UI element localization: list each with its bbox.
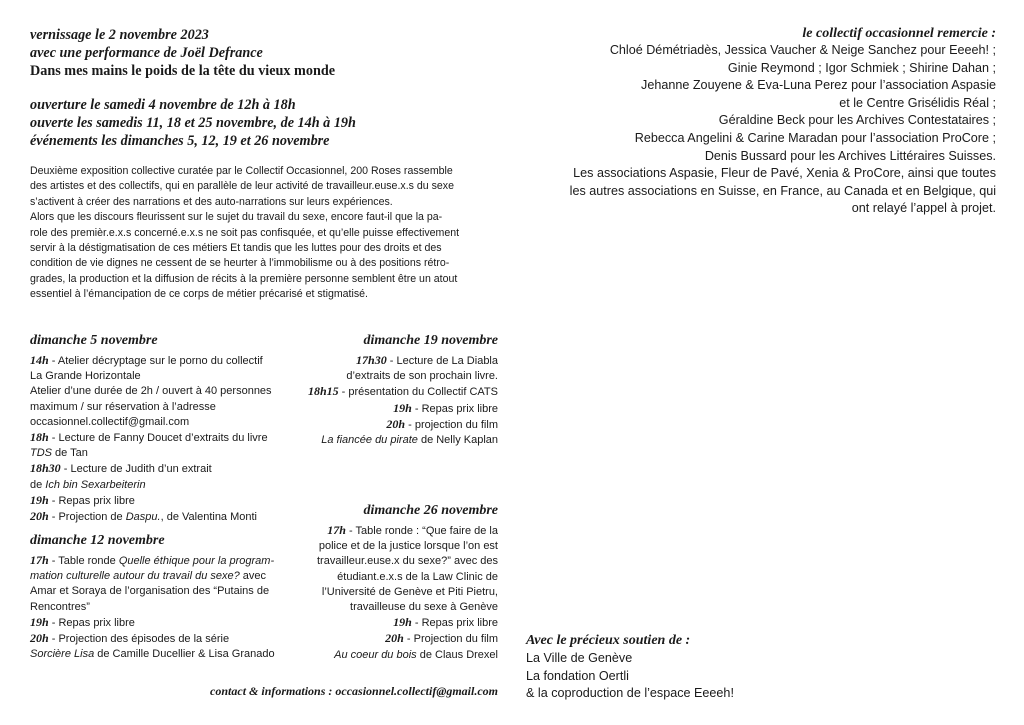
- event-line: [30, 369, 295, 384]
- description-line: Deuxième exposition collective curatée par le Collectif Occasionnel, 200 Roses rassemble: [30, 165, 453, 177]
- event-text: de Tan: [52, 447, 88, 460]
- event-text: - Atelier décryptage sur le porno du collectif: [48, 355, 263, 367]
- event-text: travailleur.euse.x du sexe?” avec des: [317, 555, 498, 568]
- event-text: de Claus Drexel: [416, 648, 498, 661]
- event-list: [268, 353, 498, 448]
- thanks-line: Denis Bussard pour les Archives Littéraires Suisses.: [704, 148, 996, 163]
- event-line: [30, 446, 295, 461]
- event-time: 20h: [30, 509, 49, 524]
- event-time: 19h: [393, 615, 412, 630]
- event-work-title: Au coeur du bois: [334, 648, 417, 661]
- event-work-title: TDS: [30, 447, 52, 460]
- thanks-line: Géraldine Beck pour les Archives Contestataires ;: [718, 113, 996, 128]
- event-text: Atelier d’une durée de 2h / ouvert à 40 personnes: [30, 385, 272, 398]
- event-line: [30, 430, 295, 446]
- event-text: Amar et Soraya de l’organisation des “Putains de: [30, 585, 270, 598]
- event-time: 14h: [30, 353, 49, 367]
- event-text: - Table ronde: [48, 555, 119, 567]
- event-text: - projection du film: [405, 418, 498, 431]
- event-time: 18h30: [30, 461, 61, 476]
- event-line: [268, 585, 498, 600]
- description-line: des artistes et des collectifs, qui en parallèle de leur activité de travailleur.euse.x.s du sexe: [30, 180, 454, 193]
- event-text: - Projection du film: [403, 633, 498, 646]
- event-work-title: Quelle éthique pour la program-: [118, 555, 275, 567]
- event-text: étudiant.e.x.s de la Law Clinic de: [337, 570, 498, 583]
- event-line: [268, 369, 498, 384]
- day-title: dimanche 19 novembre: [363, 333, 498, 348]
- contact-line: contact & informations : occasionnel.collectif@gmail.com: [210, 684, 498, 698]
- thanks-line: les autres associations en Suisse, en France, au Canada et en Belgique, qui: [569, 183, 996, 198]
- event-text: - Repas prix libre: [48, 616, 135, 629]
- supporter: & la coproduction de l’espace Eeeeh!: [526, 686, 734, 701]
- event-text: - Lecture de Judith d’un extrait: [60, 463, 212, 476]
- event-line: [30, 493, 295, 509]
- event-text: - Table ronde : “Que faire de la: [345, 525, 498, 537]
- opening-line: événements les dimanches 5, 12, 19 et 26 novembre: [30, 133, 330, 149]
- description-line: s’activent à créer des narrations et des auto-narrations sur leurs expériences.: [30, 195, 393, 208]
- event-line: [268, 631, 498, 647]
- opening-line: ouverture le samedi 4 novembre de 12h à 18h: [30, 97, 296, 113]
- event-line: [30, 553, 295, 569]
- event-work-title: Ich bin Sexarbeiterin: [45, 478, 146, 491]
- event-text: l’Université de Genève et Piti Pietru,: [321, 585, 498, 598]
- event-text: - Repas prix libre: [48, 494, 135, 507]
- event-work-title: Sorcière Lisa: [30, 648, 95, 661]
- event-line: [30, 631, 295, 647]
- event-line: [268, 401, 498, 417]
- thanks-line: Ginie Reymond ; Igor Schmiek ; Shirine Dahan ;: [727, 60, 996, 75]
- program-day-nov26: [268, 502, 498, 663]
- event-line: [30, 415, 295, 430]
- event-list: [268, 523, 498, 663]
- event-line: [30, 400, 295, 415]
- event-list: [30, 353, 295, 525]
- description-line: grades, la production et la diffusion de récits à la première personne semblent être un atout: [30, 272, 458, 285]
- thanks-line: Rebecca Angelini & Carine Maradan pour l’association ProCore ;: [634, 130, 996, 145]
- thanks-line: Les associations Aspasie, Fleur de Pavé, Xenia & ProCore, ainsi que toutes: [573, 166, 996, 181]
- event-text: - Projection de: [48, 511, 126, 524]
- event-time: 19h: [393, 400, 412, 415]
- event-text: travailleuse du sexe à Genève: [350, 601, 498, 614]
- exhibition-description: [30, 164, 505, 303]
- vernissage-date: vernissage le 2 novembre 2023: [30, 27, 209, 43]
- event-line: [268, 600, 498, 615]
- event-text: maximum / sur réservation à l’adresse: [30, 400, 216, 413]
- event-line: [30, 569, 295, 584]
- event-text: avec: [239, 570, 267, 583]
- event-line: [30, 600, 295, 615]
- event-text: de Camille Ducellier & Lisa Granado: [94, 648, 275, 661]
- event-line: [30, 615, 295, 631]
- thanks-line: Chloé Démétriadès, Jessica Vaucher & Neige Sanchez pour Eeeeh! ;: [609, 43, 996, 57]
- event-time: 19h: [30, 492, 49, 507]
- thanks-section: [516, 26, 996, 218]
- event-line: [268, 615, 498, 631]
- event-line: [30, 384, 295, 399]
- description-line: Alors que les discours fleurissent sur le sujet du travail du sexe, encore faut-il que la pa-: [30, 211, 443, 224]
- event-line: [30, 353, 295, 369]
- performance-line: avec une performance de Joël Defrance: [30, 45, 263, 61]
- day-title: dimanche 12 novembre: [30, 533, 165, 548]
- event-time: 19h: [30, 614, 49, 629]
- thanks-line: ont relayé l’appel à projet.: [851, 201, 996, 216]
- event-line: [268, 554, 498, 569]
- event-text: de: [30, 478, 46, 491]
- event-text: , de Valentina Monti: [160, 511, 258, 524]
- description-line: role des premièr.e.x.s concerné.e.x.s ne soit pas confisquée, et qu’elle puisse effectivement: [30, 226, 460, 239]
- thanks-line: Jehanne Zouyene & Eva-Luna Perez pour l’association Aspasie: [641, 78, 996, 93]
- opening-line: ouverte les samedis 11, 18 et 25 novembre, de 14h à 19h: [30, 115, 356, 131]
- event-line: [30, 509, 295, 525]
- event-time: 20h: [30, 631, 49, 646]
- event-time: 20h: [385, 631, 404, 646]
- event-line: [268, 353, 498, 369]
- event-time: 17h: [327, 523, 346, 537]
- event-line: [268, 570, 498, 585]
- event-line: [268, 648, 498, 663]
- event-line: [30, 461, 295, 477]
- description-line: essentiel à l’émancipation de ce corps de métier précarisé et stigmatisé.: [30, 288, 368, 301]
- supporter: La Ville de Genève: [526, 651, 633, 665]
- event-text: police et de la justice lorsque l’on est: [318, 540, 498, 553]
- event-text: - Projection des épisodes de la série: [48, 633, 230, 646]
- event-time: 17h: [30, 553, 49, 567]
- support-title: Avec le précieux soutien de :: [526, 633, 691, 648]
- event-time: 18h: [30, 430, 49, 445]
- performance-title: Dans mes mains le poids de la tête du vieux monde: [30, 63, 336, 79]
- program-day-nov5: [30, 332, 295, 525]
- event-text: de Nelly Kaplan: [417, 434, 498, 447]
- event-text: - Repas prix libre: [411, 402, 498, 415]
- event-line: [268, 417, 498, 433]
- event-line: [268, 539, 498, 554]
- support-section: [526, 632, 826, 703]
- event-text: - Lecture de La Diabla: [386, 355, 498, 367]
- event-line: [268, 384, 498, 400]
- event-work-title: La fiancée du pirate: [321, 434, 418, 447]
- event-line: [30, 584, 295, 599]
- event-time: 17h30: [356, 353, 387, 367]
- event-time: 18h15: [307, 384, 339, 399]
- thanks-line: et le Centre Grisélidis Réal ;: [839, 95, 996, 110]
- event-text: - Repas prix libre: [411, 617, 498, 630]
- opening-hours: [30, 96, 500, 150]
- event-work-title: Daspu.: [125, 511, 161, 524]
- event-text: - présentation du Collectif CATS: [338, 386, 498, 399]
- event-time: 20h: [386, 416, 406, 431]
- event-line: [30, 647, 295, 662]
- header: [30, 26, 500, 80]
- supporter: La fondation Oertli: [526, 668, 629, 683]
- description-line: condition de vie dignes ne cessent de se heurter à l’immobilisme ou à des positions rétro-: [30, 257, 450, 270]
- event-line: [30, 478, 295, 493]
- event-text: occasionnel.collectif@gmail.com: [30, 415, 190, 428]
- day-title: dimanche 26 novembre: [363, 503, 498, 518]
- program-day-nov12: [30, 532, 295, 662]
- event-text: La Grande Horizontale: [30, 370, 141, 383]
- event-text: - Lecture de Fanny Doucet d’extraits du livre: [48, 432, 268, 445]
- program-day-nov19: [268, 332, 498, 448]
- thanks-title: le collectif occasionnel remercie :: [802, 26, 996, 41]
- event-text: d’extraits de son prochain livre.: [346, 370, 498, 383]
- description-line: servir à la déstigmatisation de ces métiers Et tandis que les luttes pour des droits et des: [30, 242, 442, 255]
- event-work-title: mation culturelle autour du travail du sexe?: [30, 570, 240, 583]
- day-title: dimanche 5 novembre: [30, 333, 158, 348]
- event-line: [268, 523, 498, 539]
- event-text: Rencontres”: [30, 600, 90, 613]
- event-line: [268, 433, 498, 448]
- event-list: [30, 553, 295, 662]
